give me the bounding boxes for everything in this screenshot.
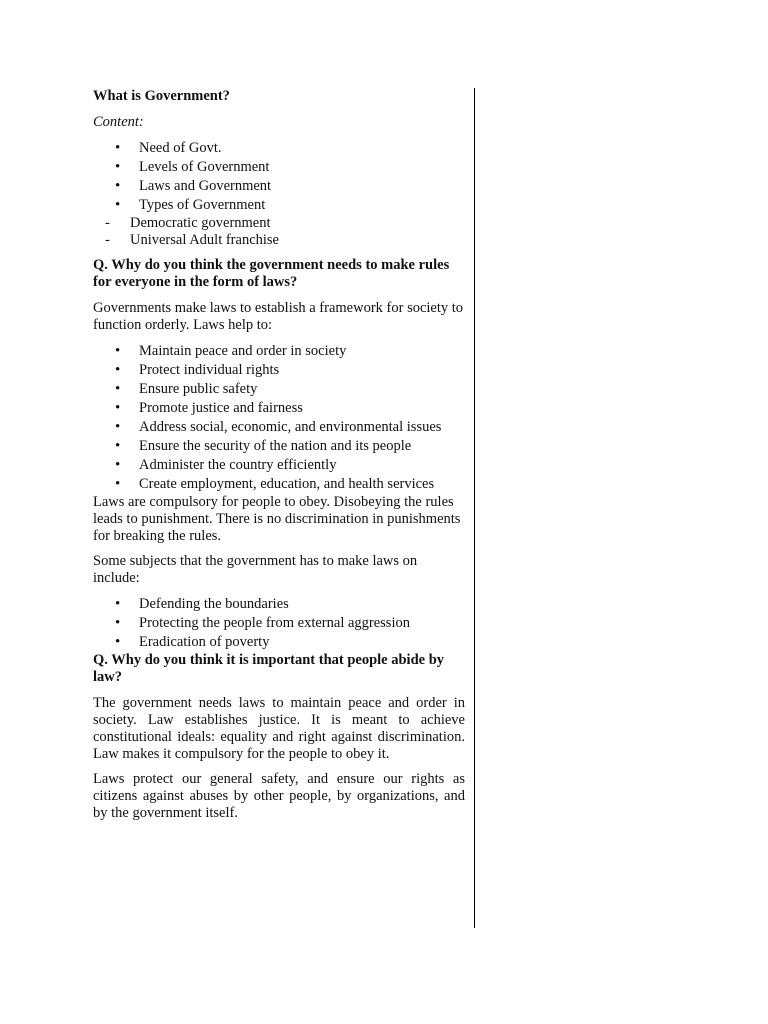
- q2-paragraph-2: Laws protect our general safety, and ensure our rights as citizens against abuses by other people, by organizations, and by the government itself.: [93, 771, 465, 821]
- laws-help-list: [93, 342, 465, 493]
- list-item: - Universal Adult franchise: [93, 232, 465, 249]
- vertical-divider: [474, 88, 475, 928]
- list-item: • Maintain peace and order in society: [93, 342, 465, 360]
- list-item: • Address social, economic, and environmental issues: [93, 418, 465, 436]
- list-item: • Ensure public safety: [93, 380, 465, 398]
- list-item: • Promote justice and fairness: [93, 399, 465, 417]
- list-item: • Protecting the people from external aggression: [93, 614, 465, 632]
- list-item: • Create employment, education, and health services: [93, 475, 465, 493]
- content-list: [93, 139, 465, 214]
- q1-subjects-paragraph: Some subjects that the government has to make laws on include:: [93, 553, 418, 586]
- list-item: • Ensure the security of the nation and its people: [93, 437, 465, 455]
- list-item: • Eradication of poverty: [93, 633, 465, 651]
- content-label: Content:: [93, 114, 144, 130]
- q1-intro: Governments make laws to establish a framework for society to function orderly. Laws help to:: [93, 300, 464, 333]
- list-item: • Protect individual rights: [93, 361, 465, 379]
- list-item: - Democratic government: [93, 215, 465, 232]
- page-title: What is Government?: [93, 88, 230, 104]
- list-item: • Laws and Government: [93, 177, 465, 195]
- sub-item-list: [93, 215, 465, 249]
- list-item: • Levels of Government: [93, 158, 465, 176]
- list-item: • Defending the boundaries: [93, 595, 465, 613]
- list-item: • Types of Government: [93, 196, 465, 214]
- list-item: • Need of Govt.: [93, 139, 465, 157]
- question-2: Q. Why do you think it is important that people abide by law?: [93, 652, 445, 685]
- subjects-list: [93, 595, 465, 651]
- q1-compulsory-paragraph: Laws are compulsory for people to obey. Disobeying the rules leads to punishment. There is no discrimination in punishments for breaking the rules.: [93, 494, 461, 544]
- text-column: [93, 88, 465, 830]
- list-item: • Administer the country efficiently: [93, 456, 465, 474]
- question-1: Q. Why do you think the government needs to make rules for everyone in the form of laws?: [93, 257, 450, 290]
- q2-paragraph-1: The government needs laws to maintain peace and order in society. Law establishes justice. It is meant to achieve constitutional ideals: equality and right against discrimination. Law makes it compulsory for the people to obey it.: [93, 695, 465, 762]
